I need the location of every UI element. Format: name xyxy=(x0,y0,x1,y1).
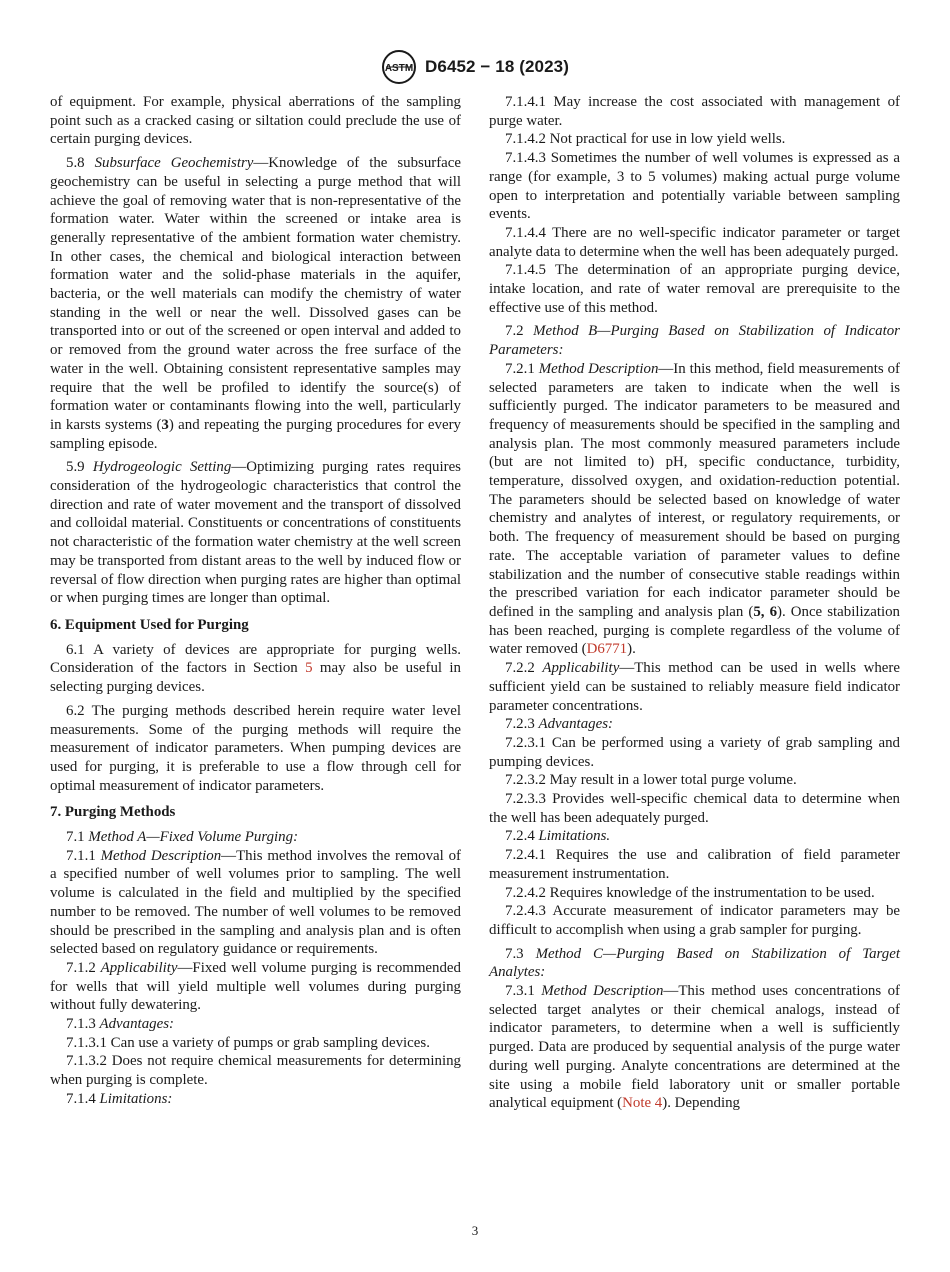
section-7-2-3-2: 7.2.3.2 May result in a lower total purge volume. xyxy=(505,772,797,789)
section-7-1-4-1: 7.1.4.1 May increase the cost associated with management of purge water. xyxy=(489,94,900,129)
section-7-3: 7.3 Method C—Purging Based on Stabilization of Target Analytes: xyxy=(489,945,900,981)
section-7-2-1: 7.2.1 Method Description—In this method, field measurements of selected parameters are taken to indicate when the well is sufficiently purged. The indicator parameters to be measured and frequency of measurements should be specified in the sampling and analysis plan. The most commonly measured parameters include (but are not limited to) pH, specific conductance, turbidity, temperature, dissolved oxygen, and oxidation-reduction potential. The parameters should be selected based on knowledge of water chemistry and analytes of interest, or regulatory requirements, or both. The frequency of measurement should be based on purging rate. The acceptable variation of parameter values to define stabilization and the number of consecutive stable readings within the prescribed variation for each indicator parameter should be defined in the sampling and analysis plan (5, 6). Once stabilization has been reached, purging is complete regardless of the volume of water removed (D6771). xyxy=(489,360,900,658)
section-5-8: 5.8 Subsurface Geochemistry—Knowledge of the subsurface geochemistry can be useful in selecting a purge method that will achieve the goal of removing water that is non-representative of the formation water. Water within the screened or intake area is generally representative of the ambient formation water chemistry. In other cases, the chemical and biological interaction between formation water and the solid-phase materials in the aquifer, bacteria, or the well materials can modify the chemistry of water standing in the well or near the well. Dissolved gases can be transported into or out of the screened or open interval and added to or removed from the ground water across the free surface of the water in the well. Obtaining consistent representative samples may require that the well be profiled to identify the source(s) of formation water or contaminants flowing into the well, particularly in karsts systems (3) and repeating the purging procedures for every sampling episode. xyxy=(50,155,462,452)
section-6-2: 6.2 The purging methods described herein require water level measurements. Some of the purging methods will require the measurement of indicator parameters. When pumping devices are used for purging, it is preferable to use a flow through cell for optimal measurement of indicator parameters. xyxy=(50,702,461,794)
section-7-2-2: 7.2.2 Applicability—This method can be used in wells where sufficient yield can be sustained to reliably measure field indicator parameter concentrations. xyxy=(489,660,900,714)
d6771-link[interactable]: D6771 xyxy=(586,641,628,658)
section-7-3-1: 7.3.1 Method Description—This method uses concentrations of selected target analytes or their chemical analogs, instead of indicator parameters, to determine when a well is sufficiently purged. Data are produced by sequential analysis of the purge water during well purging. Analyte concentrations are determined at the site using a mobile field laboratory unit or smaller portable analytical equipment (Note 4). Depending xyxy=(489,983,900,1112)
section-7-1-4-4: 7.1.4.4 There are no well-specific indicator parameter or target analyte data to determine when the well has been adequately purged. xyxy=(489,224,900,260)
right-column xyxy=(489,93,900,1113)
section-5-link[interactable]: 5 xyxy=(305,660,313,677)
section-7-1-3: 7.1.3 Advantages: xyxy=(66,1016,174,1033)
section-7-2: 7.2 Method B—Purging Based on Stabilization of Indicator Parameters: xyxy=(489,323,900,359)
note-4-link[interactable]: Note 4 xyxy=(622,1095,663,1112)
section-7-1-2: 7.1.2 Applicability—Fixed well volume purging is recommended for wells that will yield multiple well volumes during purging without fully dewatering. xyxy=(50,959,461,1014)
section-7-2-3-1: 7.2.3.1 Can be performed using a variety of grab sampling and pumping devices. xyxy=(489,734,900,770)
section-7-2-4-1: 7.2.4.1 Requires the use and calibration of field parameter measurement instrumentation. xyxy=(489,847,900,882)
section-7-1-1: 7.1.1 Method Description—This method involves the removal of a specified number of well volumes prior to sampling. The well volume is calculated in the field and multiplied by the specified number to be removed. The number of well volumes to be removed should be prescribed in the sampling and analysis plan and is often selected based on regulatory guidance or requirements. xyxy=(50,847,461,958)
page-number: 3 xyxy=(471,1223,479,1238)
section-7-2-4: 7.2.4 Limitations. xyxy=(505,828,611,845)
reference-6[interactable]: 6 xyxy=(769,603,778,620)
left-column xyxy=(50,93,461,1109)
document-id: D6452 − 18 (2023) xyxy=(425,56,569,76)
heading-section-6: 6. Equipment Used for Purging xyxy=(50,616,249,633)
section-7-2-3: 7.2.3 Advantages: xyxy=(505,716,613,733)
heading-section-7: 7. Purging Methods xyxy=(50,804,176,821)
section-5-9: 5.9 Hydrogeologic Setting—Optimizing purging rates requires consideration of the hydrogeologic characteristics that control the direction and rate of water movement and the transport of dissolved and colloidal material. Constituents or concentrations of constituents not characteristic of the formation water chemistry at the well screen may be transported from distant areas to the well by induced flow or reversal of flow direction when purging rates are higher than optimal or when purging times are longer than optimal. xyxy=(50,459,461,607)
astm-logo-icon xyxy=(381,49,417,85)
section-7-1-4: 7.1.4 Limitations: xyxy=(66,1090,173,1107)
section-6-1: 6.1 A variety of devices are appropriate for purging wells. Consideration of the factors in Section 5 may also be useful in selecting purging devices. xyxy=(50,641,461,696)
section-7-1-4-3: 7.1.4.3 Sometimes the number of well volumes is expressed as a range (for example, 3 to 5 volumes) making actual purge volume open to interpretation and potentially variable between sampling events. xyxy=(489,150,900,223)
section-7-2-4-3: 7.2.4.3 Accurate measurement of indicator parameters may be difficult to accomplish when using a grab sampler for purging. xyxy=(489,903,900,938)
section-7-2-3-3: 7.2.3.3 Provides well-specific chemical data to determine when the well has been adequately purged. xyxy=(489,791,900,826)
section-7-2-4-2: 7.2.4.2 Requires knowledge of the instrumentation to be used. xyxy=(505,884,875,901)
logo-text: ASTM xyxy=(384,63,414,74)
section-7-1-3-1: 7.1.3.1 Can use a variety of pumps or grab sampling devices. xyxy=(66,1034,430,1051)
reference-5[interactable]: 5, xyxy=(753,603,765,620)
section-7-1-3-2: 7.1.3.2 Does not require chemical measurements for determining when purging is complete. xyxy=(50,1053,461,1089)
page-header xyxy=(0,49,950,85)
section-7-1-4-2: 7.1.4.2 Not practical for use in low yield wells. xyxy=(505,131,786,148)
paragraph-intro: of equipment. For example, physical aberrations of the sampling point such as a cracked casing or siltation could preclude the use of certain purging devices. xyxy=(50,94,461,148)
reference-3[interactable]: 3 xyxy=(161,416,169,433)
section-7-1-4-5: 7.1.4.5 The determination of an appropriate purging device, intake location, and rate of water removal are prerequisite to the effective use of this method. xyxy=(489,262,900,316)
section-7-1: 7.1 Method A—Fixed Volume Purging: xyxy=(66,829,299,846)
